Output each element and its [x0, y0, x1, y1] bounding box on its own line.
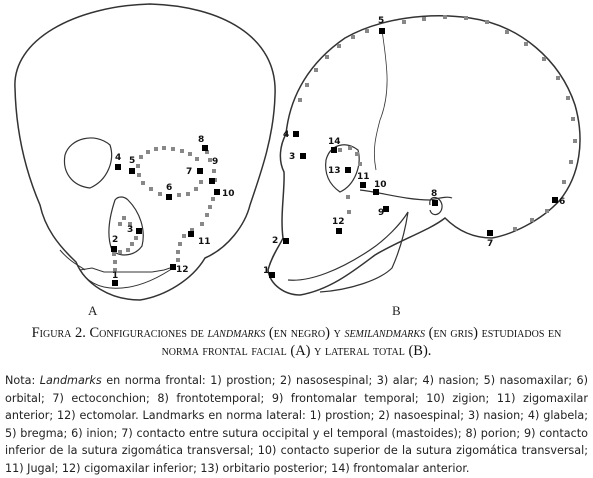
figure-note	[5, 372, 588, 478]
lateral-landmark-1	[269, 272, 275, 278]
frontal-landmarks	[111, 145, 220, 286]
lateral-landmark-2	[283, 238, 289, 244]
frontal-label-7: 7	[186, 167, 193, 177]
frontal-landmark-11	[188, 231, 194, 237]
caption-term-semilandmarks: semilandmarks	[344, 325, 425, 341]
frontal-landmark-6	[166, 194, 172, 200]
lateral-suture	[374, 30, 387, 170]
lateral-label-13: 13	[328, 166, 341, 176]
frontal-landmark-labels	[112, 135, 235, 281]
lateral-landmark-4	[293, 131, 299, 137]
caption-mid-3: y lateral total	[314, 343, 405, 359]
lateral-label-2: 2	[272, 236, 279, 246]
lateral-label-5: 5	[378, 16, 385, 26]
frontal-label-8: 8	[198, 135, 205, 145]
frontal-landmark-10	[214, 189, 220, 195]
frontal-landmark-7	[197, 168, 203, 174]
frontal-label-4: 4	[115, 153, 122, 163]
frontal-mandible-edge	[60, 250, 85, 270]
caption-a: (A)	[290, 343, 311, 359]
frontal-landmark-9	[209, 178, 215, 184]
lateral-label-11: 11	[357, 172, 370, 182]
frontal-label-1: 1	[112, 271, 119, 281]
frontal-landmark-4	[115, 164, 121, 170]
lateral-skull	[268, 16, 580, 295]
frontal-cranium-outline	[15, 4, 275, 300]
lateral-landmark-11	[360, 182, 366, 188]
frontal-label-6: 6	[166, 183, 173, 193]
frontal-orbit-left-outline	[64, 138, 111, 188]
lateral-landmark-7	[487, 230, 493, 236]
caption-mid-2: (en gris) estudiados en norma frontal facial	[161, 325, 562, 359]
caption-lead: Figura 2. Configuraciones de	[31, 325, 204, 341]
lateral-landmarks	[269, 28, 558, 278]
caption-b: (B).	[408, 343, 432, 359]
lateral-label-3: 3	[289, 152, 296, 162]
lateral-label-8: 8	[431, 189, 438, 199]
lateral-mandible	[288, 212, 408, 292]
lateral-label-12: 12	[332, 217, 345, 227]
lateral-label-1: 1	[263, 266, 270, 276]
lateral-landmark-13	[345, 167, 351, 173]
lateral-label-9: 9	[378, 208, 385, 218]
note-term: Landmarks	[39, 374, 102, 387]
frontal-label-9: 9	[212, 157, 219, 167]
frontal-landmark-8	[202, 145, 208, 151]
lateral-landmark-8	[432, 200, 438, 206]
note-text: en norma frontal: 1) prostion; 2) nasosespinal; 3) alar; 4) nasion; 5) nasomaxilar; 6) orbital; 7) ectoconchion; 8) frontotemporal; 9) frontomalar temporal; 10) zigion; 11) zigomaxilar anterior; 12) ectomolar. Landmarks en norma lateral: 1) prostion; 2) nasoespinal; 3) nasion; 4) glabela; 5) bregma; 6) inion; 7) contacto entre sutura occipital y el temporal (mastoides); 8) porion; 9) contacto inferior de la sutura zigomática transversal; 10) contacto superior de la sutura zigomática transversal; 11) Jugal; 12) cigomaxilar inferior; 13) orbitario posterior; 14) frontomalar anterior.	[5, 374, 589, 475]
frontal-semilandmarks	[112, 146, 217, 272]
frontal-skull	[15, 4, 275, 300]
caption-term-landmarks: landmarks	[207, 325, 266, 341]
frontal-landmark-2	[111, 246, 117, 252]
lateral-label-7: 7	[487, 239, 494, 249]
frontal-landmark-5	[129, 168, 135, 174]
frontal-label-5: 5	[129, 156, 136, 166]
frontal-label-12: 12	[176, 265, 189, 275]
lateral-landmark-labels	[263, 16, 565, 276]
frontal-label-11: 11	[198, 237, 211, 247]
frontal-label-10: 10	[222, 189, 235, 199]
lateral-landmark-14	[331, 147, 337, 153]
lateral-landmark-3	[300, 153, 306, 159]
frontal-label-3: 3	[127, 225, 134, 235]
lateral-label-10: 10	[374, 180, 387, 190]
figure-caption	[14, 324, 579, 360]
frontal-label-2: 2	[112, 235, 119, 245]
lateral-label-14: 14	[328, 137, 341, 147]
lateral-cranium-outline	[268, 16, 580, 295]
lateral-label-6: 6	[559, 197, 566, 207]
lateral-landmark-12	[336, 228, 342, 234]
lateral-label-4: 4	[283, 130, 290, 140]
lateral-landmark-5	[379, 28, 385, 34]
lateral-landmark-6	[552, 197, 558, 203]
panel-label-a: A	[88, 303, 98, 318]
frontal-landmark-3	[136, 228, 142, 234]
caption-mid-1: (en negro) y	[268, 325, 341, 341]
note-prefix: Nota:	[5, 374, 36, 387]
panel-label-b: B	[392, 303, 401, 318]
